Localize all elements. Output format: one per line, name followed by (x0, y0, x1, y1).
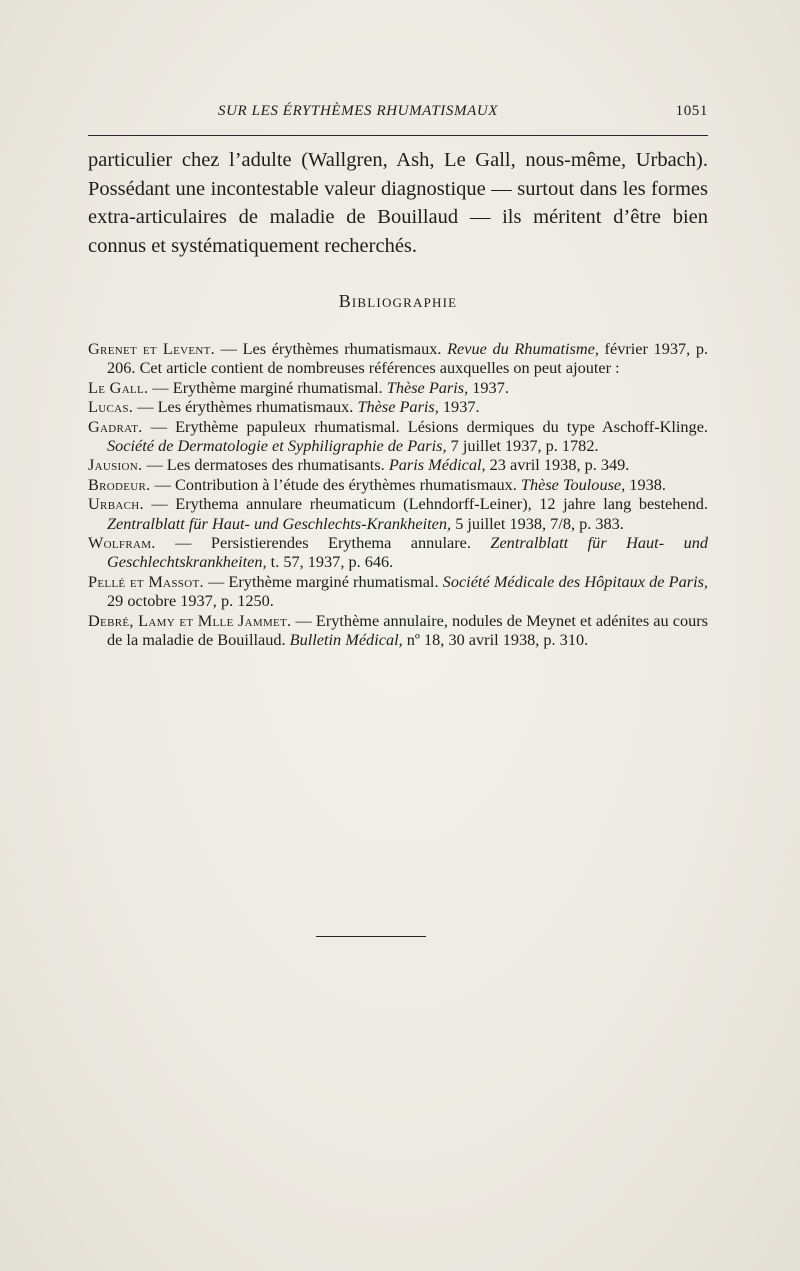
header-rule (88, 135, 708, 136)
reference-details: 23 avril 1938, p. 349. (485, 455, 630, 475)
reference-source: Paris Médical, (388, 455, 486, 475)
reference-text: — Contribution à l’étude des érythèmes rhumatismaux. (150, 474, 521, 494)
reference-details: 1938. (625, 474, 666, 494)
bibliography-list (88, 339, 708, 650)
reference-text: — Les érythèmes rhumatismaux. (133, 397, 358, 417)
running-head: SUR LES ÉRYTHÈMES RHUMATISMAUX (218, 103, 499, 119)
reference-item (88, 455, 708, 474)
reference-text: — Erythème papuleux rhumatismal. Lésions dermiques du type Aschoff-Klinge. (142, 416, 708, 436)
reference-text: — Persistierendes Erythema annulare. (155, 533, 491, 553)
reference-source: Bulletin Médical, (289, 630, 403, 650)
bibliography-title-text: Bibliographie (338, 291, 458, 311)
reference-author: Brodeur. (88, 474, 151, 494)
reference-text: — Erythème marginé rhumatismal. (203, 571, 443, 591)
reference-source: Thèse Paris, (357, 397, 439, 417)
page-number: 1051 (675, 103, 708, 119)
reference-source: Thèse Paris, (386, 377, 469, 397)
reference-item (88, 475, 708, 494)
reference-item (88, 611, 708, 650)
reference-source: Zentralblatt für Haut- und Geschlechtskrankheiten, (107, 533, 709, 572)
reference-details: 1937. (438, 397, 480, 417)
reference-text: — Erythema annulare rheumaticum (Lehndorff-Leiner), 12 jahre lang bestehend. (143, 494, 708, 514)
reference-author: Jausion. (88, 455, 143, 475)
reference-author: Debré, Lamy et Mlle Jammet. (88, 610, 292, 630)
reference-details: 5 juillet 1938, 7/8, p. 383. (451, 513, 624, 533)
bibliography-title (88, 291, 708, 312)
reference-details: 7 juillet 1937, p. 1782. (446, 436, 599, 456)
reference-item (88, 533, 708, 572)
end-rule (316, 936, 426, 937)
reference-details: février 1937, p. 206. Cet article contient de nombreuses références auxquelles on peut ajouter : (107, 339, 709, 378)
reference-author: Le Gall. (88, 377, 149, 397)
reference-item (88, 378, 708, 397)
reference-source: Zentralblatt für Haut- und Geschlechts-Krankheiten, (107, 513, 452, 533)
reference-text: — Les dermatoses des rhumatisants. (142, 455, 389, 475)
reference-item (88, 339, 708, 378)
reference-author: Pellé et Massot. (88, 571, 204, 591)
reference-details: nº 18, 30 avril 1938, p. 310. (402, 630, 589, 650)
reference-item (88, 572, 708, 611)
reference-source: Thèse Toulouse, (520, 474, 626, 494)
reference-source: Revue du Rhumatisme, (447, 339, 599, 358)
page-header (88, 103, 708, 125)
reference-text: — Erythème annulaire, nodules de Meynet et adénites au cours de la maladie de Bouillaud. (107, 610, 709, 650)
reference-source: Société de Dermatologie et Syphiligraphie de Paris, (107, 436, 447, 456)
reference-text: — Les érythèmes rhumatismaux. (215, 339, 448, 358)
reference-text: — Erythème marginé rhumatismal. (148, 377, 387, 397)
reference-item (88, 397, 708, 416)
reference-details: 29 octobre 1937, p. 1250. (107, 591, 274, 611)
reference-author: Lucas. (88, 397, 134, 417)
reference-author: Grenet et Levent. (88, 339, 216, 358)
reference-source: Société Médicale des Hôpitaux de Paris, (442, 571, 708, 591)
reference-author: Urbach. (88, 494, 144, 514)
reference-details: t. 57, 1937, p. 646. (266, 552, 394, 572)
reference-details: 1937. (468, 377, 509, 397)
reference-author: Wolfram. (88, 533, 156, 553)
reference-author: Gadrat. (88, 416, 143, 436)
reference-item (88, 494, 708, 533)
reference-item (88, 417, 708, 456)
body-paragraph: particulier chez l’adulte (Wallgren, Ash, Le Gall, nous-même, Urbach). Possédant une incontestable valeur diagnostique — surtout dans les formes extra-articulaires de maladie de Bouillaud — ils méritent d’être bien connus et systématiquement recherchés. (88, 149, 708, 257)
